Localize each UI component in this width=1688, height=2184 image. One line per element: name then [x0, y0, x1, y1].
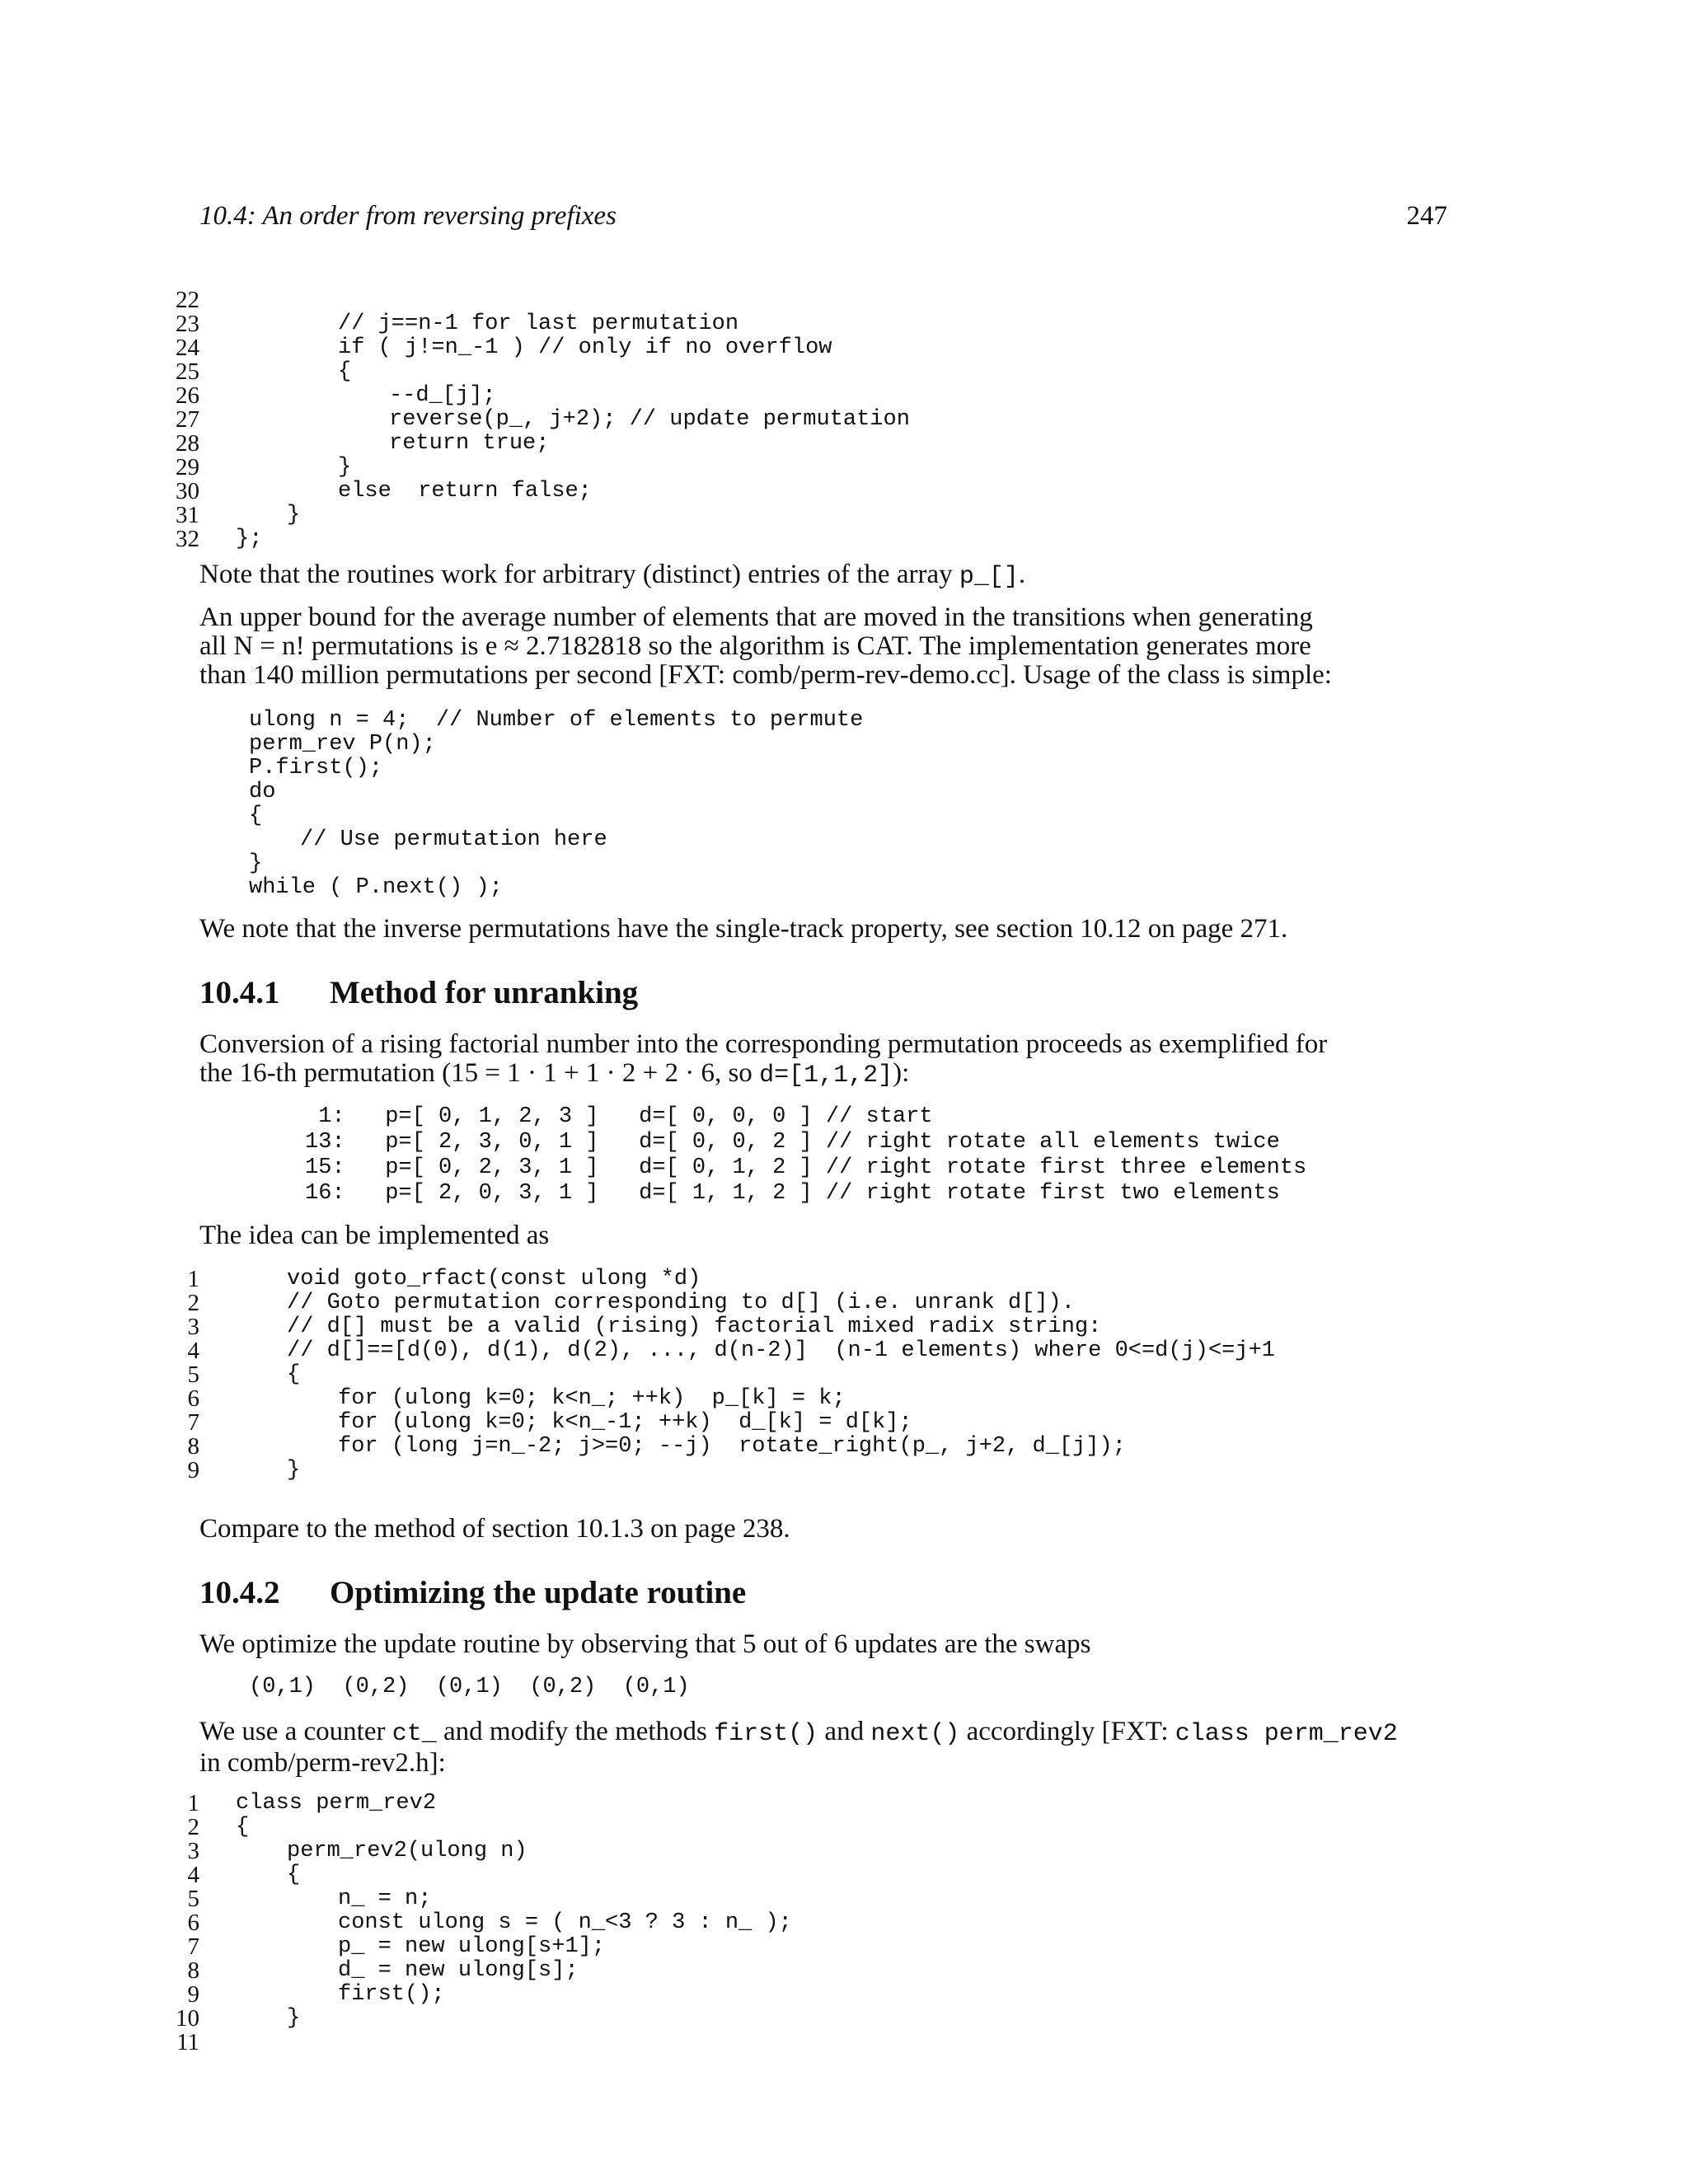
code-line: } — [249, 851, 263, 876]
code-text: }; — [236, 527, 263, 551]
code-text: return true; — [389, 431, 550, 456]
line-number: 24 — [176, 335, 199, 361]
line-number: 25 — [176, 359, 199, 385]
code-text: // j==n-1 for last permutation — [338, 312, 739, 336]
paragraph-optimize: We optimize the update routine by observing that 5 out of 6 updates are the swaps — [199, 1629, 1091, 1659]
code-line — [165, 1983, 1566, 2007]
line-number: 3 — [187, 1314, 199, 1340]
code-line — [165, 1435, 1566, 1459]
code-line — [165, 1887, 1566, 1911]
line-number: 31 — [176, 502, 199, 528]
code-usage-example — [249, 709, 863, 900]
code-text: d_ = new ulong[s]; — [338, 1958, 579, 1983]
line-number: 10 — [176, 2005, 199, 2032]
code-text: } — [287, 1458, 301, 1483]
code-text: p_ = new ulong[s+1]; — [338, 1934, 606, 1959]
paragraph-line-end: ): — [893, 1058, 910, 1088]
text: We use a counter — [199, 1717, 392, 1746]
code-line — [165, 312, 1566, 336]
code-text: for (long j=n_-2; j>=0; --j) rotate_right(p_, j+2, d_[j]); — [338, 1434, 1126, 1459]
code-line — [165, 1411, 1566, 1435]
code-line — [165, 527, 1566, 551]
code-line — [165, 480, 1566, 504]
inline-code-d: d=[1,1,2] — [759, 1062, 893, 1090]
line-number: 8 — [187, 1957, 199, 1984]
code-text: { — [338, 359, 352, 384]
inline-code-first: first() — [714, 1720, 818, 1748]
code-line — [165, 384, 1566, 408]
line-number: 2 — [187, 1290, 199, 1316]
line-number: 29 — [176, 454, 199, 480]
code-text: } — [338, 455, 352, 480]
paragraph-idea: The idea can be implemented as — [199, 1221, 550, 1250]
code-line: P.first(); — [249, 756, 383, 780]
line-number: 5 — [187, 1361, 199, 1388]
code-text: n_ = n; — [338, 1886, 432, 1911]
code-line — [165, 1935, 1566, 1959]
line-number: 4 — [187, 1862, 199, 1888]
code-text: // Goto permutation corresponding to d[] (i.e. unrank d[]). — [287, 1291, 1075, 1315]
code-text: void goto_rfact(const ulong *d) — [287, 1267, 701, 1291]
code-line — [165, 1459, 1566, 1483]
code-text: reverse(p_, j+2); // update permutation — [389, 407, 910, 432]
permutation-example-table — [305, 1104, 1306, 1207]
section-number: 10.4.2 — [199, 1575, 280, 1610]
line-number: 30 — [176, 478, 199, 504]
section-heading-optimizing — [199, 1574, 746, 1611]
code-line: { — [249, 804, 263, 828]
text: and — [818, 1717, 871, 1746]
code-line: while ( P.next() ); — [249, 875, 503, 900]
code-text: if ( j!=n_-1 ) // only if no overflow — [338, 335, 832, 360]
paragraph-line-2 — [199, 1059, 1452, 1090]
line-number: 1 — [187, 1790, 199, 1816]
code-text: else return false; — [338, 479, 592, 504]
code-line — [165, 408, 1566, 432]
inline-code-next: next() — [870, 1720, 960, 1748]
code-line — [165, 336, 1566, 360]
code-line: do — [249, 780, 276, 804]
code-line — [165, 288, 1566, 312]
line-number: 27 — [176, 406, 199, 433]
paragraph-inverse-permutations: We note that the inverse permutations have the single-track property, see section 10.12 on page 271. — [199, 914, 1288, 944]
section-title: Method for unranking — [330, 975, 639, 1010]
code-line — [165, 1792, 1566, 1816]
code-line — [165, 456, 1566, 480]
paragraph-text: Note that the routines work for arbitrary (distinct) entries of the array — [199, 560, 959, 589]
line-number: 4 — [187, 1338, 199, 1364]
code-line — [165, 2031, 1566, 2055]
code-line — [165, 1363, 1566, 1387]
code-text: { — [287, 1863, 301, 1887]
code-line — [165, 1339, 1566, 1363]
line-number: 9 — [187, 1981, 199, 2008]
line-number: 22 — [176, 287, 199, 313]
paragraph-note-routines — [199, 560, 1452, 592]
section-title: Optimizing the update routine — [330, 1575, 747, 1610]
inline-code-ct: ct_ — [392, 1720, 437, 1748]
running-header-title: 10.4: An order from reversing prefixes — [199, 201, 617, 231]
code-text: // d[] must be a valid (rising) factorial mixed radix string: — [287, 1315, 1102, 1339]
code-text: // d[]==[d(0), d(1), d(2), ..., d(n-2)] (n-1 elements) where 0<=d(j)<=j+1 — [287, 1338, 1275, 1363]
line-number: 23 — [176, 311, 199, 337]
code-text: for (ulong k=0; k<n_-1; ++k) d_[k] = d[k]; — [338, 1410, 912, 1435]
paragraph-line-2: in comb/perm-rev2.h]: — [199, 1748, 446, 1778]
table-row: 16: p=[ 2, 0, 3, 1 ] d=[ 1, 1, 2 ] // right rotate first two elements — [305, 1181, 1280, 1206]
line-number: 32 — [176, 526, 199, 552]
code-line — [165, 2007, 1566, 2031]
line-number: 5 — [187, 1886, 199, 1912]
text: accordingly [FXT: — [959, 1717, 1175, 1746]
code-line — [165, 1387, 1566, 1411]
code-line — [165, 1315, 1566, 1339]
table-row: 1: p=[ 0, 1, 2, 3 ] d=[ 0, 0, 0 ] // start — [305, 1104, 933, 1129]
page-number: 247 — [1406, 201, 1447, 231]
code-listing-perm-rev-next — [165, 288, 1566, 551]
code-line: perm_rev P(n); — [249, 732, 436, 757]
code-line — [165, 432, 1566, 456]
code-text: class perm_rev2 — [236, 1791, 437, 1816]
line-number: 8 — [187, 1433, 199, 1460]
inline-code-p: p_[] — [959, 563, 1019, 591]
line-number: 7 — [187, 1933, 199, 1960]
code-text: perm_rev2(ulong n) — [287, 1839, 528, 1863]
code-text: { — [236, 1815, 250, 1840]
code-line — [165, 1863, 1566, 1887]
line-number: 9 — [187, 1457, 199, 1483]
paragraph-line: An upper bound for the average number of elements that are moved in the transitions when generating — [199, 602, 1313, 632]
paragraph-text-end: . — [1018, 560, 1026, 589]
paragraph-line-1 — [199, 1718, 1452, 1749]
paragraph-counter — [199, 1718, 1452, 1778]
table-row: 15: p=[ 0, 2, 3, 1 ] d=[ 0, 1, 2 ] // right rotate first three elements — [305, 1155, 1307, 1180]
code-text: { — [287, 1362, 301, 1387]
paragraph-conversion — [199, 1030, 1452, 1090]
code-text: --d_[j]; — [389, 383, 496, 408]
line-number: 26 — [176, 382, 199, 409]
paragraph-line: all N = n! permutations is e ≈ 2.7182818 so the algorithm is CAT. The implementation generates more — [199, 631, 1311, 661]
section-heading-unranking — [199, 974, 638, 1011]
inline-code-class: class perm_rev2 — [1175, 1720, 1398, 1748]
text: and modify the methods — [436, 1717, 715, 1746]
swap-sequence: (0,1) (0,2) (0,1) (0,2) (0,1) — [249, 1675, 690, 1699]
section-number: 10.4.1 — [199, 975, 280, 1010]
table-row: 13: p=[ 2, 3, 0, 1 ] d=[ 0, 0, 2 ] // right rotate all elements twice — [305, 1130, 1280, 1155]
code-line — [165, 1268, 1566, 1291]
code-line — [165, 504, 1566, 527]
line-number: 2 — [187, 1814, 199, 1840]
line-number: 28 — [176, 430, 199, 457]
code-line — [165, 360, 1566, 384]
paragraph-compare: Compare to the method of section 10.1.3 on page 238. — [199, 1514, 790, 1544]
code-text: } — [287, 2006, 301, 2031]
paragraph-line: Conversion of a rising factorial number into the corresponding permutation proceeds as exemplified for — [199, 1029, 1328, 1059]
code-text: for (ulong k=0; k<n_; ++k) p_[k] = k; — [338, 1386, 846, 1411]
code-line: ulong n = 4; // Number of elements to permute — [249, 708, 864, 733]
code-listing-perm-rev2 — [165, 1792, 1566, 2055]
line-number: 6 — [187, 1385, 199, 1412]
code-line — [165, 1959, 1566, 1983]
paragraph-line: than 140 million permutations per second [FXT: comb/perm-rev-demo.cc]. Usage of the class is simple: — [199, 660, 1332, 690]
line-number: 6 — [187, 1910, 199, 1936]
code-text: const ulong s = ( n_<3 ? 3 : n_ ); — [338, 1910, 792, 1935]
code-listing-goto-rfact — [165, 1268, 1566, 1483]
code-line — [165, 1840, 1566, 1863]
paragraph-line-text: the 16-th permutation (15 = 1 · 1 + 1 · 2 + 2 · 6, so — [199, 1058, 760, 1088]
line-number: 1 — [187, 1266, 199, 1292]
code-text: } — [287, 503, 301, 527]
line-number: 11 — [176, 2029, 199, 2055]
code-line — [165, 1291, 1566, 1315]
code-line — [165, 1911, 1566, 1935]
paragraph-upper-bound — [199, 603, 1452, 690]
line-number: 3 — [187, 1838, 199, 1864]
code-text: first(); — [338, 1982, 445, 2007]
code-line — [165, 1816, 1566, 1840]
code-line: // Use permutation here — [300, 827, 607, 852]
line-number: 7 — [187, 1409, 199, 1436]
